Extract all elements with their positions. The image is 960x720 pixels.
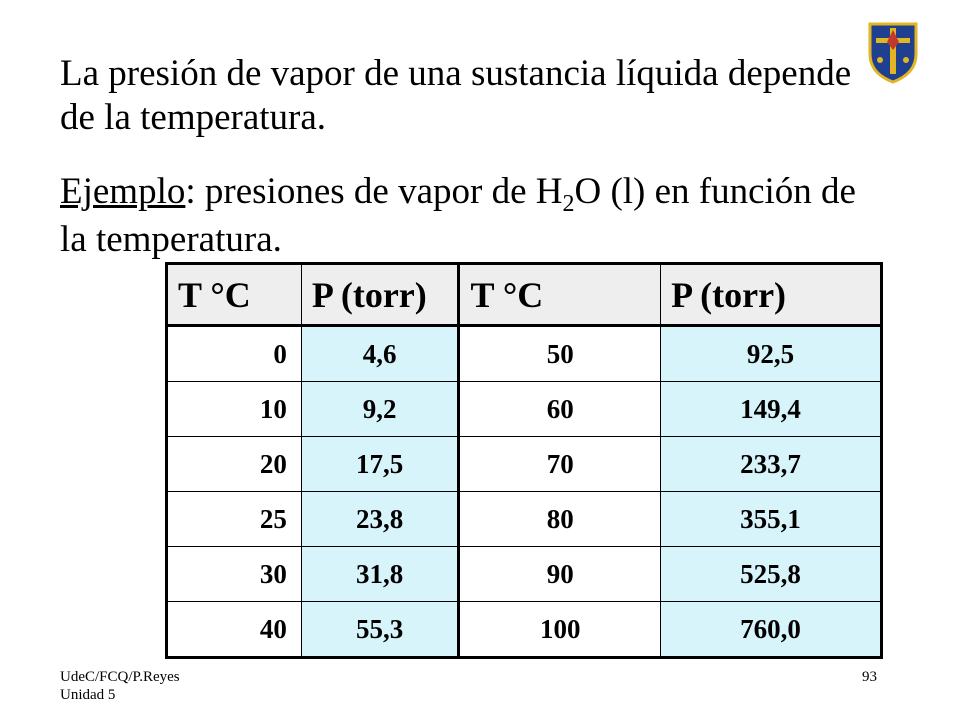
- table-row: [167, 602, 882, 658]
- table-header-row: [167, 264, 882, 326]
- pressure-cell: 233,7: [661, 437, 882, 492]
- pressure-cell: 31,8: [301, 547, 459, 602]
- header-pressure-2: P (torr): [661, 264, 882, 326]
- temperature-cell: 40: [167, 602, 302, 658]
- table-row: [167, 382, 882, 437]
- example-label: Ejemplo: [60, 171, 186, 212]
- temperature-cell: 100: [459, 602, 661, 658]
- footer-unit: Unidad 5: [60, 687, 116, 703]
- table-row: [167, 326, 882, 382]
- example-text-part2: O (l) en función de la temperatura.: [60, 171, 856, 260]
- header-temperature-1: T °C: [167, 264, 302, 326]
- pressure-cell: 92,5: [661, 326, 882, 382]
- pressure-cell: 149,4: [661, 382, 882, 437]
- temperature-cell: 25: [167, 492, 302, 547]
- pressure-cell: 4,6: [301, 326, 459, 382]
- temperature-cell: 60: [459, 382, 661, 437]
- header-pressure-1: P (torr): [301, 264, 459, 326]
- temperature-cell: 50: [459, 326, 661, 382]
- table-row: [167, 547, 882, 602]
- pressure-cell: 760,0: [661, 602, 882, 658]
- pressure-cell: 23,8: [301, 492, 459, 547]
- footer-credits: [60, 668, 180, 704]
- example-text-part1: : presiones de vapor de H: [185, 171, 563, 212]
- table-row: [167, 492, 882, 547]
- temperature-cell: 0: [167, 326, 302, 382]
- pressure-cell: 525,8: [661, 547, 882, 602]
- table-row: [167, 437, 882, 492]
- intro-text: La presión de vapor de una sustancia líquida depende de la temperatura.: [60, 53, 852, 138]
- pressure-cell: 55,3: [301, 602, 459, 658]
- temperature-cell: 20: [167, 437, 302, 492]
- example-paragraph: [60, 170, 860, 262]
- temperature-cell: 80: [459, 492, 661, 547]
- pressure-cell: 9,2: [301, 382, 459, 437]
- header-temperature-2: T °C: [459, 264, 661, 326]
- temperature-cell: 90: [459, 547, 661, 602]
- vapor-pressure-table: [165, 262, 883, 659]
- pressure-cell: 355,1: [661, 492, 882, 547]
- intro-paragraph: [60, 52, 860, 140]
- pressure-cell: 17,5: [301, 437, 459, 492]
- page-number: 93: [862, 669, 877, 685]
- temperature-cell: 70: [459, 437, 661, 492]
- temperature-cell: 10: [167, 382, 302, 437]
- example-subscript: 2: [562, 191, 575, 217]
- footer-author: UdeC/FCQ/P.Reyes: [60, 669, 180, 685]
- temperature-cell: 30: [167, 547, 302, 602]
- university-crest-logo: [866, 20, 920, 84]
